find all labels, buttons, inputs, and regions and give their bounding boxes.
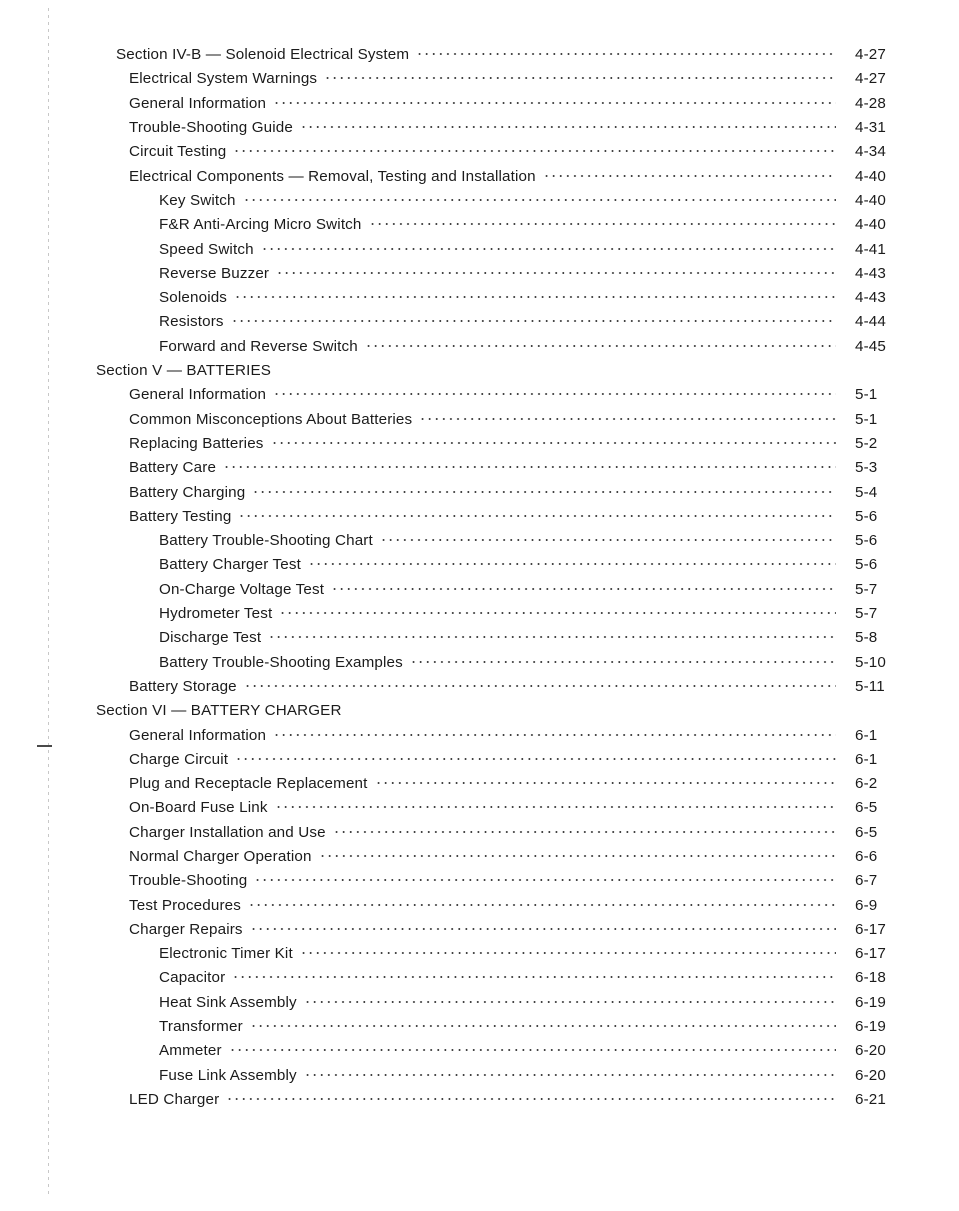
toc-dot-leader (223, 457, 836, 472)
toc-page-number: 6-5 (855, 823, 878, 841)
toc-entry-title: On-Charge Voltage Test (159, 580, 325, 598)
toc-page-number: 6-1 (855, 726, 878, 744)
toc-dot-leader (319, 846, 836, 861)
toc-entry-title: Electrical System Warnings (129, 70, 318, 88)
toc-entry[interactable] (0, 1016, 959, 1040)
toc-page-number: 4-40 (855, 191, 886, 209)
toc-dot-leader (244, 676, 836, 691)
toc-dot-leader (229, 1040, 836, 1055)
toc-entry[interactable] (0, 579, 959, 603)
toc-dot-leader (268, 627, 836, 642)
toc-page-number: 5-11 (855, 677, 885, 695)
toc-dot-leader (278, 360, 836, 375)
toc-page-number: 6-18 (855, 969, 886, 987)
toc-entry[interactable] (0, 238, 959, 262)
toc-entry[interactable] (0, 287, 959, 311)
toc-dot-leader (271, 433, 836, 448)
toc-entry-title: Hydrometer Test (159, 605, 273, 623)
toc-page-number: 5-10 (855, 653, 886, 671)
toc-dot-leader (410, 651, 836, 666)
toc-entry-title: Test Procedures (129, 896, 241, 914)
toc-entry[interactable] (0, 506, 959, 530)
toc-entry-title: Ammeter (159, 1042, 222, 1060)
toc-dot-leader (248, 894, 836, 909)
toc-entry[interactable] (0, 311, 959, 335)
toc-dot-leader (273, 384, 836, 399)
toc-entry-title: Fuse Link Assembly (159, 1066, 297, 1084)
toc-dot-leader (254, 870, 836, 885)
toc-entry-title: Electrical Components — Removal, Testing and Installation (129, 167, 536, 185)
toc-page-number: 4-28 (855, 94, 886, 112)
toc-entry[interactable] (0, 93, 959, 117)
toc-entry-title: F&R Anti-Arcing Micro Switch (159, 216, 362, 234)
toc-dot-leader (369, 214, 836, 229)
toc-entry-title: Heat Sink Assembly (159, 993, 297, 1011)
toc-entry[interactable] (0, 190, 959, 214)
toc-page-number: 6-5 (855, 799, 878, 817)
toc-page-number: 5-6 (855, 507, 878, 525)
toc-page-number: 4-40 (855, 167, 886, 185)
toc-page-number: 6-17 (855, 945, 886, 963)
toc-page-number: 5-8 (855, 629, 878, 647)
toc-entry[interactable] (0, 554, 959, 578)
toc-dot-leader (300, 943, 836, 958)
toc-page-number: 6-2 (855, 775, 878, 793)
toc-dot-leader (261, 238, 836, 253)
toc-entry-title: LED Charger (129, 1090, 220, 1108)
toc-page-number: 5-1 (855, 386, 878, 404)
toc-entry[interactable] (0, 360, 959, 384)
toc-entry[interactable] (0, 943, 959, 967)
toc-entry[interactable] (0, 263, 959, 287)
toc-dot-leader (233, 141, 836, 156)
toc-page-number: 4-40 (855, 216, 886, 234)
toc-entry[interactable] (0, 967, 959, 991)
toc-page-number: 4-27 (855, 46, 886, 64)
toc-entry[interactable] (0, 773, 959, 797)
toc-entry[interactable] (0, 797, 959, 821)
toc-page-number: 6-21 (855, 1090, 886, 1108)
toc-dot-leader (243, 190, 836, 205)
toc-entry[interactable] (0, 700, 959, 724)
toc-page-number: 4-31 (855, 119, 886, 137)
toc-page-number: 4-34 (855, 143, 886, 161)
toc-entry[interactable] (0, 68, 959, 92)
toc-entry-title: Charger Installation and Use (129, 823, 326, 841)
toc-entry-title: Electronic Timer Kit (159, 945, 293, 963)
toc-dot-leader (235, 749, 836, 764)
toc-entry-title: Replacing Batteries (129, 434, 264, 452)
toc-entry[interactable] (0, 433, 959, 457)
toc-entry[interactable] (0, 117, 959, 141)
toc-page-number: 4-27 (855, 70, 886, 88)
toc-entry-title: Charger Repairs (129, 920, 243, 938)
toc-entry[interactable] (0, 481, 959, 505)
toc-entry-title: Normal Charger Operation (129, 847, 312, 865)
toc-entry-title: Solenoids (159, 289, 228, 307)
toc-page-number: 6-6 (855, 847, 878, 865)
toc-entry[interactable] (0, 530, 959, 554)
toc-entry-title: General Information (129, 386, 267, 404)
toc-dot-leader (380, 530, 836, 545)
toc-entry-title: Battery Testing (129, 507, 232, 525)
toc-entry[interactable] (0, 141, 959, 165)
toc-entry[interactable] (0, 1089, 959, 1113)
toc-page-number: 6-17 (855, 920, 886, 938)
toc-page-number: 5-7 (855, 580, 878, 598)
toc-entry[interactable] (0, 165, 959, 189)
toc-dot-leader (273, 93, 836, 108)
toc-entry[interactable] (0, 603, 959, 627)
toc-dot-leader (279, 603, 836, 618)
toc-entry[interactable] (0, 724, 959, 748)
toc-dot-leader (275, 797, 836, 812)
toc-entry[interactable] (0, 336, 959, 360)
toc-entry[interactable] (0, 749, 959, 773)
toc-entry-title: General Information (129, 726, 267, 744)
toc-entry-title: Trouble-Shooting (129, 872, 248, 890)
toc-entry-title: Plug and Receptacle Replacement (129, 775, 368, 793)
toc-entry-title: Section V — BATTERIES (96, 362, 272, 380)
toc-entry[interactable] (0, 822, 959, 846)
toc-entry-title: Battery Trouble-Shooting Chart (159, 532, 373, 550)
toc-entry[interactable] (0, 992, 959, 1016)
toc-page-number: 4-44 (855, 313, 886, 331)
toc-dot-leader (300, 117, 836, 132)
toc-dot-leader (232, 967, 836, 982)
toc-entry[interactable] (0, 214, 959, 238)
toc-page-number: 6-19 (855, 1018, 886, 1036)
toc-page-number: 6-1 (855, 750, 878, 768)
toc-entry[interactable] (0, 627, 959, 651)
toc-entry-title: Circuit Testing (129, 143, 227, 161)
toc-entry-title: Battery Charger Test (159, 556, 301, 574)
toc-entry[interactable] (0, 894, 959, 918)
toc-dot-leader (349, 700, 836, 715)
toc-entry[interactable] (0, 870, 959, 894)
toc-entry-title: Speed Switch (159, 240, 254, 258)
toc-entry[interactable] (0, 408, 959, 432)
toc-page-number: 5-6 (855, 532, 878, 550)
toc-entry-title: Section VI — BATTERY CHARGER (96, 702, 342, 720)
toc-page-number: 4-45 (855, 337, 886, 355)
toc-dot-leader (416, 44, 836, 59)
toc-dot-leader (250, 1016, 836, 1031)
toc-dot-leader (419, 408, 836, 423)
toc-dot-leader (375, 773, 836, 788)
toc-entry-title: Resistors (159, 313, 224, 331)
toc-entry-title: Battery Charging (129, 483, 246, 501)
toc-dot-leader (308, 554, 836, 569)
toc-entry-title: Battery Trouble-Shooting Examples (159, 653, 403, 671)
toc-entry-title: Key Switch (159, 191, 236, 209)
toc-entry[interactable] (0, 1064, 959, 1088)
toc-entry-title: Common Misconceptions About Batteries (129, 410, 413, 428)
toc-dot-leader (333, 822, 836, 837)
toc-entry-title: Transformer (159, 1018, 243, 1036)
toc-page-number: 6-20 (855, 1066, 886, 1084)
toc-page-number: 6-19 (855, 993, 886, 1011)
toc-page-number: 5-4 (855, 483, 878, 501)
table-of-contents-list (0, 44, 959, 1113)
toc-page-number: 6-20 (855, 1042, 886, 1060)
toc-page-number: 6-7 (855, 872, 878, 890)
toc-dot-leader (226, 1089, 836, 1104)
toc-entry-title: Battery Storage (129, 677, 237, 695)
toc-entry-title: On-Board Fuse Link (129, 799, 268, 817)
toc-entry[interactable] (0, 919, 959, 943)
toc-page-number: 5-1 (855, 410, 878, 428)
toc-entry-title: Forward and Reverse Switch (159, 337, 358, 355)
toc-dot-leader (252, 481, 836, 496)
toc-dot-leader (331, 579, 836, 594)
toc-dot-leader (250, 919, 836, 934)
toc-page-number: 6-9 (855, 896, 878, 914)
toc-entry-title: Discharge Test (159, 629, 262, 647)
toc-dot-leader (304, 1064, 836, 1079)
toc-entry-title: Battery Care (129, 459, 217, 477)
toc-dot-leader (543, 165, 836, 180)
toc-entry-title: Trouble-Shooting Guide (129, 119, 293, 137)
toc-page-number: 4-41 (855, 240, 886, 258)
toc-entry[interactable] (0, 651, 959, 675)
toc-dot-leader (234, 287, 836, 302)
toc-entry-title: Capacitor (159, 969, 226, 987)
toc-page-number: 5-6 (855, 556, 878, 574)
toc-entry-title: General Information (129, 94, 267, 112)
toc-dot-leader (273, 724, 836, 739)
toc-entry[interactable] (0, 384, 959, 408)
toc-dot-leader (324, 68, 836, 83)
toc-page-number: 4-43 (855, 289, 886, 307)
toc-dot-leader (238, 506, 836, 521)
toc-dot-leader (304, 992, 836, 1007)
toc-entry-title: Section IV-B — Solenoid Electrical System (116, 46, 410, 64)
toc-dot-leader (365, 336, 836, 351)
toc-page-number: 5-3 (855, 459, 878, 477)
toc-page-number: 4-43 (855, 264, 886, 282)
toc-entry[interactable] (0, 846, 959, 870)
toc-entry-title: Charge Circuit (129, 750, 229, 768)
toc-entry-title: Reverse Buzzer (159, 264, 270, 282)
toc-entry[interactable] (0, 44, 959, 68)
toc-page-number: 5-7 (855, 605, 878, 623)
toc-page-number: 5-2 (855, 434, 878, 452)
toc-entry[interactable] (0, 457, 959, 481)
toc-dot-leader (231, 311, 836, 326)
toc-dot-leader (276, 263, 836, 278)
toc-entry[interactable] (0, 1040, 959, 1064)
toc-entry[interactable] (0, 676, 959, 700)
